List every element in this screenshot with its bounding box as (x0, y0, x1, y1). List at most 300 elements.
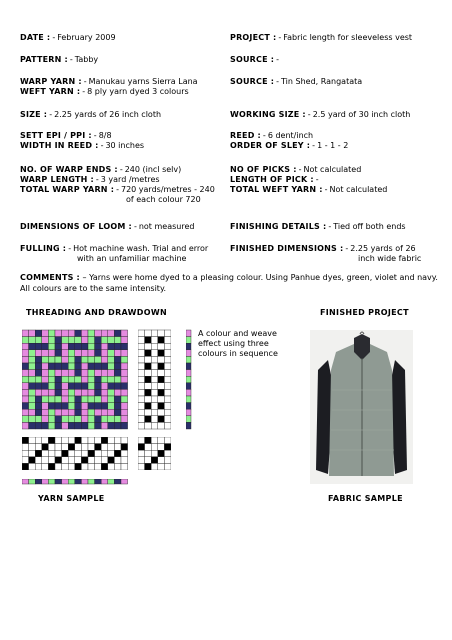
tie-up-cell (151, 457, 158, 464)
treadling-cell (138, 350, 145, 357)
warp-colour-cell (101, 479, 108, 484)
threading-cell (101, 457, 108, 464)
drawdown-cell (114, 330, 121, 337)
drawdown-cell (101, 370, 108, 377)
threading-cell (101, 463, 108, 470)
drawdown-cell (35, 389, 42, 396)
drawdown-cell (108, 403, 115, 410)
treadling-cell (145, 370, 152, 377)
treadling-cell (158, 337, 165, 344)
drawdown-cell (101, 422, 108, 429)
drawdown-cell (101, 376, 108, 383)
drawdown-cell (55, 383, 62, 390)
drawdown-cell (95, 396, 102, 403)
finishing-value: Tied off both ends (333, 222, 406, 231)
drawdown-cell (55, 350, 62, 357)
drawdown-cell (121, 343, 128, 350)
treadling-cell (138, 337, 145, 344)
drawdown-cell (75, 356, 82, 363)
drawdown-cell (81, 396, 88, 403)
drawdown-cell (108, 363, 115, 370)
drawdown-cell (114, 416, 121, 423)
tie-up-cell (164, 450, 171, 457)
threading-cell (62, 437, 69, 444)
threading-heading: THREADING AND DRAWDOWN (26, 308, 167, 317)
treadling-cell (138, 422, 145, 429)
drawdown-cell (48, 409, 55, 416)
comments-block: COMMENTS : – Yarns were home dyed to a pleasing colour. Using Panhue dyes, green, violet and navy. All colours are to the same intensity. (20, 273, 438, 293)
drawdown-cell (22, 343, 29, 350)
drawdown-cell (75, 376, 82, 383)
treadling-cell (151, 337, 158, 344)
drawdown-cell (35, 376, 42, 383)
drawdown-cell (22, 416, 29, 423)
drawdown-cell (68, 396, 75, 403)
warp-colour-cell (29, 479, 36, 484)
treadling-cell (151, 389, 158, 396)
drawdown-cell (35, 396, 42, 403)
tie-up-cell (138, 457, 145, 464)
treadling-cell (164, 343, 171, 350)
treadling-cell (138, 376, 145, 383)
warp-colour-cell (68, 479, 75, 484)
warp-colour-cell (75, 479, 82, 484)
drawdown-cell (114, 422, 121, 429)
drawdown-cell (121, 422, 128, 429)
weft-colour-cell (186, 409, 191, 416)
threading-cell (81, 457, 88, 464)
drawdown-cell (68, 370, 75, 377)
drawdown-cell (68, 416, 75, 423)
drawdown-cell (88, 330, 95, 337)
threading-cell (55, 463, 62, 470)
reed-label: REED : (230, 131, 261, 140)
fulling-field-line2 (77, 254, 186, 264)
threading-cell (62, 450, 69, 457)
drawdown-cell (68, 363, 75, 370)
weft-colour-cell (186, 376, 191, 383)
finished-dim-field: FINISHED DIMENSIONS : - 2.25 yards of 26 (230, 244, 416, 253)
treadling-cell (164, 409, 171, 416)
picks-value: Not calculated (303, 165, 362, 174)
threading-cell (62, 444, 69, 451)
width-in-reed-label: WIDTH IN REED : (20, 141, 99, 150)
drawdown-cell (29, 337, 36, 344)
drawdown-cell (108, 416, 115, 423)
drawdown-cell (75, 422, 82, 429)
drawdown-cell (95, 356, 102, 363)
total-warp-label: TOTAL WARP YARN : (20, 185, 115, 194)
threading-cell (68, 444, 75, 451)
threading-cell (114, 457, 121, 464)
threading-cell (88, 450, 95, 457)
threading-cell (42, 463, 49, 470)
drawdown-cell (121, 409, 128, 416)
warp-colour-cell (42, 479, 49, 484)
treadling-cell (151, 376, 158, 383)
weft-colour-cell (186, 383, 191, 390)
drawdown-cell (114, 343, 121, 350)
source-value-2: Tin Shed, Rangatata (281, 77, 363, 86)
threading-cell (48, 463, 55, 470)
threading-cell (114, 437, 121, 444)
weft-yarn-label: WEFT YARN : (20, 87, 81, 96)
drawdown-cell (48, 356, 55, 363)
drawdown-cell (88, 396, 95, 403)
threading-cell (114, 444, 121, 451)
threading-cell (81, 444, 88, 451)
loom-label: DIMENSIONS OF LOOM : (20, 222, 132, 231)
drawdown-cell (22, 337, 29, 344)
treadling-cell (145, 403, 152, 410)
drawdown-cell (81, 409, 88, 416)
drawdown-cell (101, 343, 108, 350)
drawdown-cell (114, 363, 121, 370)
drawdown-cell (35, 403, 42, 410)
drawdown-cell (101, 403, 108, 410)
width-in-reed-value: 30 inches (105, 141, 145, 150)
drawdown-cell (114, 376, 121, 383)
drawdown-cell (81, 350, 88, 357)
drawdown-cell (95, 337, 102, 344)
drawdown-cell (88, 416, 95, 423)
warp-colour-cell (114, 479, 121, 484)
drawdown-cell (22, 403, 29, 410)
source-label-1: SOURCE : (230, 55, 275, 64)
weft-colour-cell (186, 389, 191, 396)
drawdown-cell (55, 409, 62, 416)
threading-cell (81, 450, 88, 457)
drawdown-cell (68, 409, 75, 416)
threading-cell (35, 437, 42, 444)
drawdown-cell (55, 370, 62, 377)
drawdown-cell (62, 383, 69, 390)
treadling-cell (164, 356, 171, 363)
drawdown-cell (108, 370, 115, 377)
drawdown-cell (55, 330, 62, 337)
drawdown-cell (121, 396, 128, 403)
sett-field: SETT EPI / PPI : - 8/8 (20, 131, 112, 140)
threading-cell (108, 463, 115, 470)
threading-cell (42, 450, 49, 457)
drawdown-cell (68, 389, 75, 396)
drawdown-cell (95, 422, 102, 429)
treadling-cell (158, 343, 165, 350)
weft-colour-cell (186, 370, 191, 377)
drawdown-cell (101, 389, 108, 396)
drawdown-cell (29, 383, 36, 390)
drawdown-cell (95, 389, 102, 396)
drawdown-cell (108, 409, 115, 416)
picks-field: NO OF PICKS : - Not calculated (230, 165, 362, 174)
drawdown-cell (42, 337, 49, 344)
threading-cell (35, 463, 42, 470)
drawdown-cell (62, 343, 69, 350)
drawdown-cell (48, 403, 55, 410)
tie-up-cell (138, 450, 145, 457)
drawdown-cell (75, 350, 82, 357)
tie-up-cell (164, 437, 171, 444)
drawdown-cell (62, 356, 69, 363)
finishing-label: FINISHING DETAILS : (230, 222, 327, 231)
drawdown-cell (68, 383, 75, 390)
treadling-cell (151, 330, 158, 337)
drawdown-cell (75, 363, 82, 370)
threading-cell (75, 450, 82, 457)
threading-cell (68, 457, 75, 464)
treadling-cell (164, 396, 171, 403)
drawdown-cell (88, 350, 95, 357)
threading-grid (22, 437, 129, 470)
tie-up-cell (164, 444, 171, 451)
threading-cell (88, 444, 95, 451)
drawdown-cell (42, 389, 49, 396)
order-of-sley-value: 1 - 1 - 2 (317, 141, 349, 150)
threading-cell (29, 450, 36, 457)
drawdown-cell (81, 370, 88, 377)
drawdown-cell (81, 356, 88, 363)
drawdown-cell (121, 330, 128, 337)
drawdown-cell (55, 356, 62, 363)
drawdown-cell (88, 343, 95, 350)
yarn-sample-heading: YARN SAMPLE (38, 494, 105, 503)
tie-up-cell (138, 437, 145, 444)
threading-cell (68, 463, 75, 470)
drawdown-cell (95, 363, 102, 370)
tie-up-cell (158, 437, 165, 444)
treadling-cell (164, 403, 171, 410)
finished-vest-photo (310, 330, 413, 484)
treadling-cell (158, 370, 165, 377)
drawdown-cell (29, 356, 36, 363)
order-of-sley-label: ORDER OF SLEY : (230, 141, 311, 150)
drawdown-cell (88, 422, 95, 429)
threading-cell (75, 463, 82, 470)
drawdown-cell (95, 376, 102, 383)
threading-cell (121, 450, 128, 457)
treadling-cell (158, 389, 165, 396)
working-size-value: 2.5 yard of 30 inch cloth (312, 110, 411, 119)
threading-cell (29, 457, 36, 464)
threading-cell (55, 450, 62, 457)
drawdown-cell (101, 383, 108, 390)
threading-cell (121, 444, 128, 451)
drawdown-cell (81, 343, 88, 350)
drawdown-cell (108, 422, 115, 429)
drawdown-cell (62, 389, 69, 396)
threading-cell (42, 457, 49, 464)
drawdown-cell (55, 343, 62, 350)
drawdown-cell (68, 330, 75, 337)
drawdown-cell (114, 403, 121, 410)
fulling-value: Hot machine wash. Trial and error (73, 244, 209, 253)
drawdown-cell (114, 389, 121, 396)
treadling-cell (158, 422, 165, 429)
size-label: SIZE : (20, 110, 48, 119)
threading-cell (81, 437, 88, 444)
drawdown-cell (35, 383, 42, 390)
pattern-label: PATTERN : (20, 55, 68, 64)
drawdown-cell (101, 396, 108, 403)
drawdown-cell (75, 403, 82, 410)
tie-up-cell (145, 457, 152, 464)
threading-cell (75, 437, 82, 444)
drawdown-cell (88, 356, 95, 363)
drawdown-cell (121, 370, 128, 377)
total-weft-value: Not calculated (329, 185, 388, 194)
treadling-cell (164, 389, 171, 396)
treadling-cell (151, 409, 158, 416)
drawdown-cell (75, 416, 82, 423)
drawdown-cell (62, 422, 69, 429)
threading-cell (22, 457, 29, 464)
total-warp-value-2: of each colour 720 (126, 195, 201, 204)
drawdown-cell (55, 396, 62, 403)
drawdown-cell (121, 416, 128, 423)
treadling-cell (138, 416, 145, 423)
drawdown-cell (22, 356, 29, 363)
drawdown-cell (42, 330, 49, 337)
drawdown-cell (88, 389, 95, 396)
picks-label: NO OF PICKS : (230, 165, 297, 174)
drawdown-cell (121, 363, 128, 370)
threading-cell (22, 444, 29, 451)
drawdown-cell (35, 356, 42, 363)
pattern-field: PATTERN : - Tabby (20, 55, 99, 64)
threading-cell (88, 463, 95, 470)
drawdown-cell (29, 396, 36, 403)
threading-cell (29, 444, 36, 451)
drawdown-cell (75, 337, 82, 344)
weft-colour-strip (186, 327, 192, 431)
treadling-cell (151, 396, 158, 403)
threading-cell (121, 463, 128, 470)
drawdown-cell (22, 396, 29, 403)
drawdown-cell (29, 350, 36, 357)
drawdown-cell (81, 337, 88, 344)
treadling-cell (164, 370, 171, 377)
finished-dim-value: 2.25 yards of 26 (350, 244, 416, 253)
drawdown-cell (42, 343, 49, 350)
source-field-1: SOURCE : - (230, 55, 280, 64)
source-label-2: SOURCE : (230, 77, 275, 86)
threading-cell (55, 437, 62, 444)
treadling-cell (151, 383, 158, 390)
drawdown-cell (95, 403, 102, 410)
pattern-value: Tabby (74, 55, 99, 64)
tie-up-cell (145, 450, 152, 457)
warp-colour-cell (95, 479, 102, 484)
drawdown-cell (68, 337, 75, 344)
drawdown-cell (121, 403, 128, 410)
threading-cell (88, 457, 95, 464)
threading-cell (81, 463, 88, 470)
threading-cell (42, 444, 49, 451)
loom-value: not measured (138, 222, 195, 231)
order-of-sley-field: ORDER OF SLEY : - 1 - 1 - 2 (230, 141, 349, 150)
drawdown-cell (62, 370, 69, 377)
project-field: PROJECT : - Fabric length for sleeveless vest (230, 33, 413, 42)
drawdown-cell (101, 409, 108, 416)
drawdown-cell (88, 383, 95, 390)
drawdown-cell (108, 383, 115, 390)
treadling-cell (158, 330, 165, 337)
drawdown-cell (95, 330, 102, 337)
treadling-cell (138, 389, 145, 396)
finished-dim-label: FINISHED DIMENSIONS : (230, 244, 344, 253)
treadling-cell (158, 350, 165, 357)
drawdown-cell (35, 409, 42, 416)
sett-value: 8/8 (98, 131, 112, 140)
threading-cell (42, 437, 49, 444)
drawdown-cell (22, 330, 29, 337)
drawdown-cell (29, 330, 36, 337)
drawdown-cell (55, 416, 62, 423)
drawdown-cell (81, 383, 88, 390)
total-warp-field: TOTAL WARP YARN : - 720 yards/metres - 240 (20, 185, 215, 194)
drawdown-cell (48, 383, 55, 390)
drawdown-cell (42, 356, 49, 363)
drawdown-cell (48, 363, 55, 370)
treadling-cell (158, 416, 165, 423)
treadling-cell (151, 356, 158, 363)
treadling-cell (145, 343, 152, 350)
drawdown-cell (35, 370, 42, 377)
treadling-cell (151, 370, 158, 377)
drawdown-cell (35, 363, 42, 370)
treadling-cell (138, 370, 145, 377)
treadling-cell (164, 363, 171, 370)
treadling-grid (138, 327, 171, 431)
drawdown-cell (88, 337, 95, 344)
drawdown-cell (68, 403, 75, 410)
drawdown-cell (29, 370, 36, 377)
fulling-value-2: with an unfamiliar machine (77, 254, 187, 263)
loom-field: DIMENSIONS OF LOOM : - not measured (20, 222, 195, 231)
warp-length-field: WARP LENGTH : - 3 yard /metres (20, 175, 160, 184)
tie-up-cell (145, 444, 152, 451)
drawdown-cell (95, 409, 102, 416)
width-in-reed-field: WIDTH IN REED : - 30 inches (20, 141, 145, 150)
threading-cell (75, 457, 82, 464)
drawdown-cell (114, 396, 121, 403)
drawdown-cell (22, 383, 29, 390)
threading-cell (55, 457, 62, 464)
drawdown-grid (22, 327, 129, 431)
length-of-pick-label: LENGTH OF PICK : (230, 175, 314, 184)
reed-value: 6 dent/inch (267, 131, 314, 140)
drawdown-cell (121, 389, 128, 396)
threading-cell (108, 450, 115, 457)
drawdown-cell (22, 389, 29, 396)
drawdown-cell (75, 389, 82, 396)
drawdown-cell (75, 370, 82, 377)
treadling-cell (145, 409, 152, 416)
drawdown-cell (75, 396, 82, 403)
drawdown-cell (42, 396, 49, 403)
drawdown-cell (62, 350, 69, 357)
project-value: Fabric length for sleeveless vest (283, 33, 413, 42)
drawdown-cell (55, 337, 62, 344)
fulling-label: FULLING : (20, 244, 67, 253)
drawdown-cell (68, 350, 75, 357)
tie-up-cell (158, 444, 165, 451)
date-value: February 2009 (57, 33, 116, 42)
drawdown-cell (108, 337, 115, 344)
drawdown-cell (81, 389, 88, 396)
drawdown-cell (114, 409, 121, 416)
drawdown-cell (68, 343, 75, 350)
